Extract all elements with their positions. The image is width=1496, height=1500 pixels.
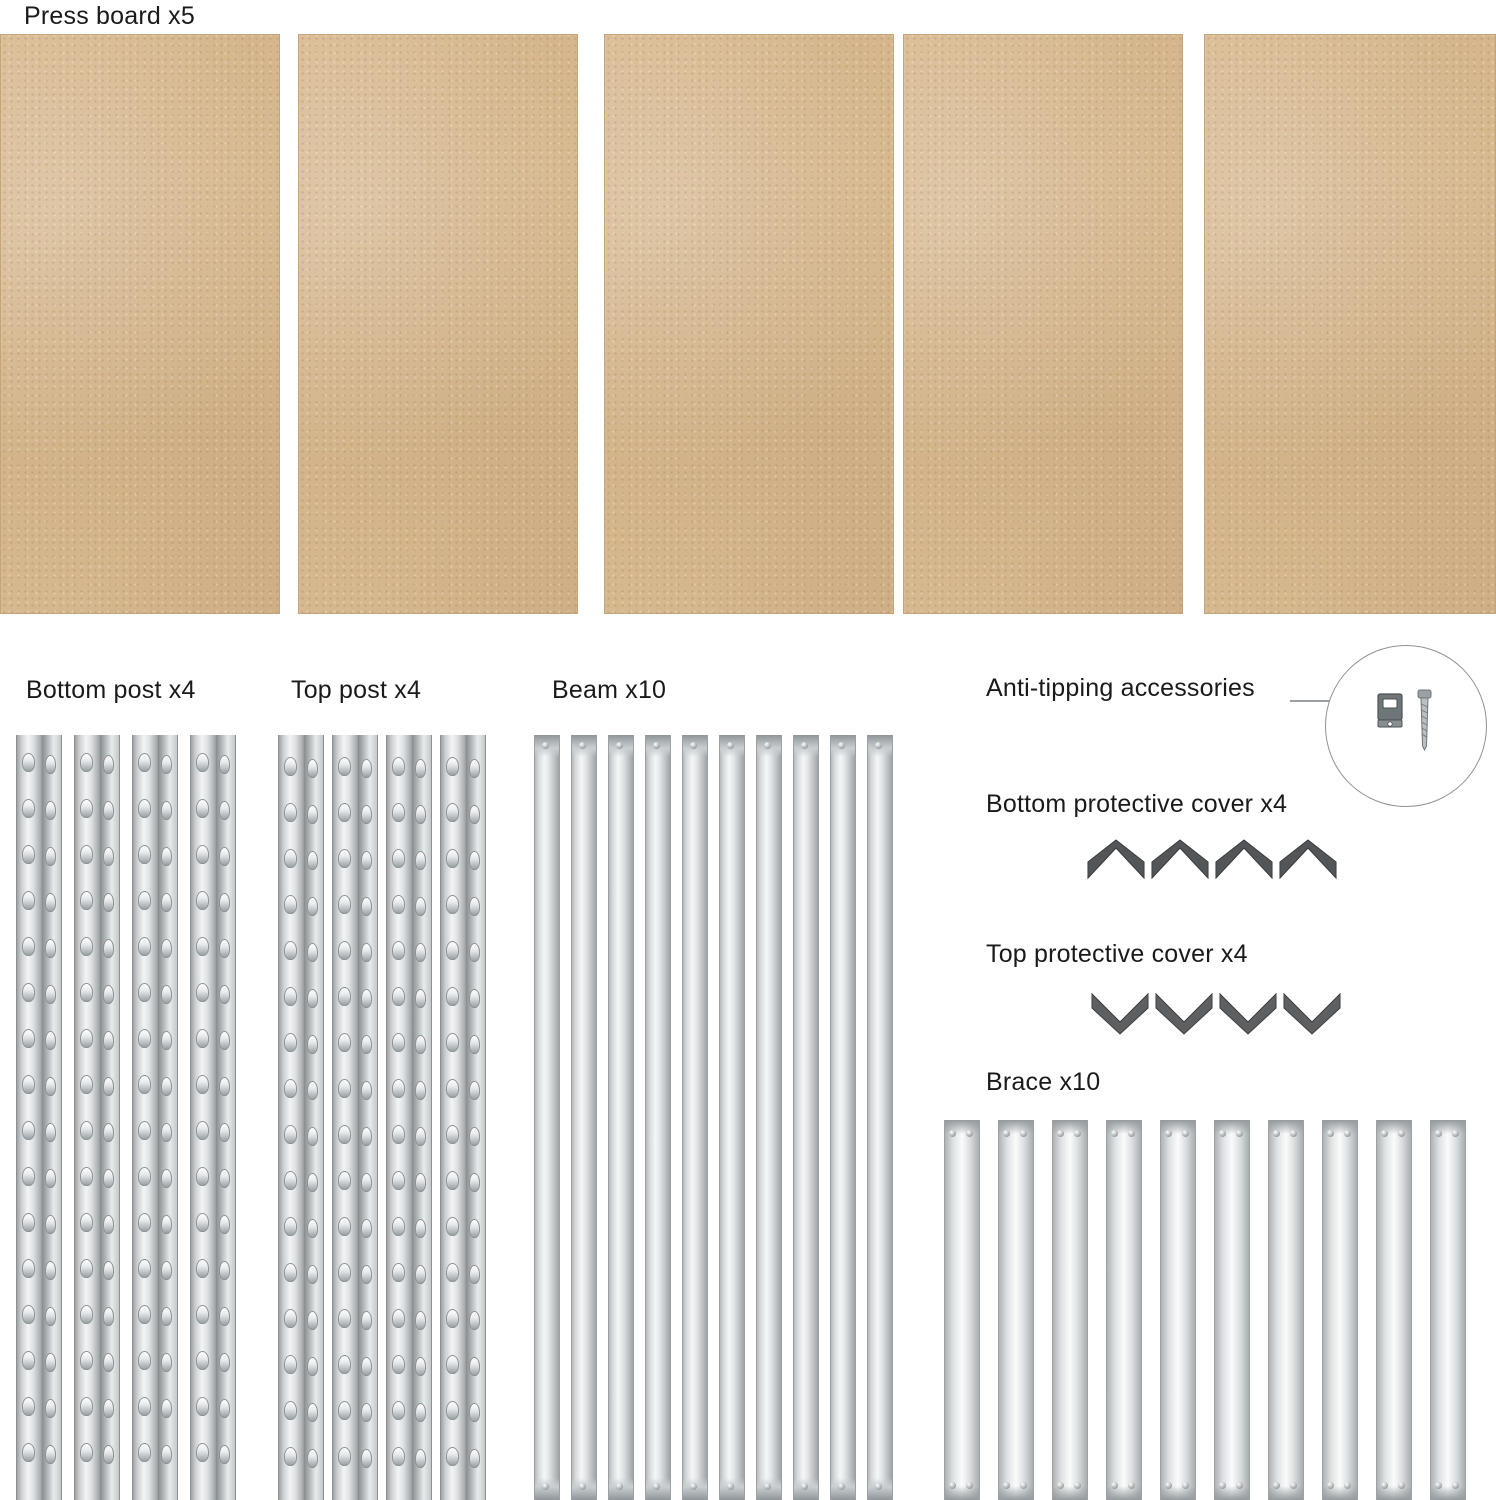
brace-rivet bbox=[949, 1482, 956, 1489]
post-face-front bbox=[74, 735, 102, 1500]
post-face-side bbox=[412, 735, 432, 1500]
cover-shape bbox=[1154, 988, 1216, 1036]
brace-rivet bbox=[966, 1482, 973, 1489]
beam-item bbox=[830, 735, 856, 1500]
bottom-post-label: Bottom post x4 bbox=[26, 676, 196, 704]
beam-item bbox=[534, 735, 560, 1500]
brace-item bbox=[1376, 1120, 1412, 1500]
beam-rivet bbox=[838, 742, 845, 749]
top-post-item bbox=[332, 735, 376, 1500]
bottom-protective-cover-item bbox=[1150, 838, 1212, 886]
brace-rivet bbox=[1452, 1482, 1459, 1489]
brace-rivet bbox=[1057, 1482, 1064, 1489]
beam-rivet bbox=[875, 1483, 882, 1490]
post-face-side bbox=[466, 735, 486, 1500]
beam-rivet bbox=[801, 742, 808, 749]
beam-rivet bbox=[764, 742, 771, 749]
top-post-item bbox=[278, 735, 322, 1500]
brace-item bbox=[1268, 1120, 1304, 1500]
leader-line bbox=[1290, 700, 1330, 702]
beam-item bbox=[608, 735, 634, 1500]
post-face-front bbox=[190, 735, 218, 1500]
brace-rivet bbox=[1344, 1130, 1351, 1137]
brace-rivet bbox=[1273, 1130, 1280, 1137]
anti-tipping-accessories-illustration bbox=[1325, 645, 1487, 807]
press-board-item bbox=[604, 34, 894, 614]
l-bracket-icon bbox=[1378, 694, 1402, 727]
top-protective-cover-item bbox=[1154, 988, 1216, 1036]
brace-rivet bbox=[1003, 1130, 1010, 1137]
beam-item bbox=[719, 735, 745, 1500]
cover-shape bbox=[1150, 838, 1212, 886]
bottom-protective-cover-item bbox=[1086, 838, 1148, 886]
press-board-item bbox=[298, 34, 578, 614]
press-board-group bbox=[0, 34, 1496, 614]
beam-rivet bbox=[579, 742, 586, 749]
post-face-side bbox=[42, 735, 62, 1500]
post-face-front bbox=[16, 735, 44, 1500]
anti-tipping-parts-svg bbox=[1326, 646, 1486, 806]
brace-rivet bbox=[1219, 1130, 1226, 1137]
bottom-protective-cover-group bbox=[1086, 838, 1346, 890]
bottom-cover-label: Bottom protective cover x4 bbox=[986, 790, 1288, 818]
press-board-item bbox=[0, 34, 280, 614]
beam-item bbox=[645, 735, 671, 1500]
beam-rivet bbox=[653, 1483, 660, 1490]
post-face-side bbox=[158, 735, 178, 1500]
cover-shape bbox=[1278, 838, 1340, 886]
brace-item bbox=[1106, 1120, 1142, 1500]
brace-rivet bbox=[1219, 1482, 1226, 1489]
bottom-protective-cover-item bbox=[1278, 838, 1340, 886]
press-board-item bbox=[903, 34, 1183, 614]
beam-rivet bbox=[690, 742, 697, 749]
bottom-post-item bbox=[190, 735, 234, 1500]
beam-item bbox=[756, 735, 782, 1500]
brace-item bbox=[944, 1120, 980, 1500]
brace-rivet bbox=[1165, 1130, 1172, 1137]
cover-shape bbox=[1086, 838, 1148, 886]
brace-rivet bbox=[949, 1130, 956, 1137]
brace-rivet bbox=[1381, 1130, 1388, 1137]
brace-rivet bbox=[1074, 1130, 1081, 1137]
post-face-side bbox=[100, 735, 120, 1500]
bottom-post-group bbox=[16, 735, 246, 1500]
beam-group bbox=[534, 735, 909, 1500]
top-post-label: Top post x4 bbox=[291, 676, 422, 704]
brace-rivet bbox=[1020, 1130, 1027, 1137]
beam-rivet bbox=[542, 742, 549, 749]
cover-shape bbox=[1090, 988, 1152, 1036]
beam-item bbox=[867, 735, 893, 1500]
brace-rivet bbox=[1435, 1482, 1442, 1489]
brace-group bbox=[944, 1120, 1484, 1500]
beam-label: Beam x10 bbox=[552, 676, 667, 704]
brace-rivet bbox=[1344, 1482, 1351, 1489]
beam-rivet bbox=[838, 1483, 845, 1490]
cover-shape bbox=[1214, 838, 1276, 886]
brace-rivet bbox=[1452, 1130, 1459, 1137]
brace-item bbox=[1430, 1120, 1466, 1500]
screw-icon bbox=[1418, 690, 1431, 750]
brace-rivet bbox=[1398, 1482, 1405, 1489]
brace-item bbox=[1322, 1120, 1358, 1500]
post-face-front bbox=[386, 735, 414, 1500]
beam-rivet bbox=[690, 1483, 697, 1490]
brace-rivet bbox=[1435, 1130, 1442, 1137]
brace-item bbox=[1052, 1120, 1088, 1500]
beam-rivet bbox=[875, 742, 882, 749]
brace-rivet bbox=[1273, 1482, 1280, 1489]
top-cover-label: Top protective cover x4 bbox=[986, 940, 1248, 968]
brace-item bbox=[1214, 1120, 1250, 1500]
beam-item bbox=[571, 735, 597, 1500]
beam-rivet bbox=[616, 1483, 623, 1490]
top-protective-cover-group bbox=[1090, 988, 1350, 1034]
top-protective-cover-item bbox=[1090, 988, 1152, 1036]
anti-tipping-label: Anti-tipping accessories bbox=[986, 674, 1255, 702]
brace-item bbox=[1160, 1120, 1196, 1500]
brace-item bbox=[998, 1120, 1034, 1500]
top-post-item bbox=[440, 735, 484, 1500]
brace-rivet bbox=[1074, 1482, 1081, 1489]
bottom-post-item bbox=[132, 735, 176, 1500]
beam-rivet bbox=[653, 742, 660, 749]
beam-rivet bbox=[727, 742, 734, 749]
beam-rivet bbox=[542, 1483, 549, 1490]
beam-rivet bbox=[579, 1483, 586, 1490]
post-face-front bbox=[278, 735, 306, 1500]
beam-rivet bbox=[801, 1483, 808, 1490]
bottom-post-item bbox=[16, 735, 60, 1500]
brace-rivet bbox=[1290, 1482, 1297, 1489]
beam-item bbox=[793, 735, 819, 1500]
beam-item bbox=[682, 735, 708, 1500]
brace-rivet bbox=[1128, 1130, 1135, 1137]
cover-shape bbox=[1282, 988, 1344, 1036]
beam-rivet bbox=[616, 742, 623, 749]
brace-rivet bbox=[1182, 1130, 1189, 1137]
post-face-front bbox=[332, 735, 360, 1500]
press-board-label: Press board x5 bbox=[24, 2, 195, 30]
post-face-side bbox=[304, 735, 324, 1500]
brace-rivet bbox=[1020, 1482, 1027, 1489]
brace-label: Brace x10 bbox=[986, 1068, 1101, 1096]
top-post-group bbox=[278, 735, 488, 1500]
brace-rivet bbox=[1182, 1482, 1189, 1489]
brace-rivet bbox=[1057, 1130, 1064, 1137]
brace-rivet bbox=[1165, 1482, 1172, 1489]
brace-rivet bbox=[966, 1130, 973, 1137]
brace-rivet bbox=[1236, 1482, 1243, 1489]
brace-rivet bbox=[1111, 1482, 1118, 1489]
bottom-post-item bbox=[74, 735, 118, 1500]
beam-rivet bbox=[727, 1483, 734, 1490]
beam-rivet bbox=[764, 1483, 771, 1490]
top-protective-cover-item bbox=[1282, 988, 1344, 1036]
cover-shape bbox=[1218, 988, 1280, 1036]
brace-rivet bbox=[1111, 1130, 1118, 1137]
top-protective-cover-item bbox=[1218, 988, 1280, 1036]
brace-rivet bbox=[1381, 1482, 1388, 1489]
brace-rivet bbox=[1327, 1130, 1334, 1137]
post-face-front bbox=[132, 735, 160, 1500]
post-face-side bbox=[358, 735, 378, 1500]
post-face-side bbox=[216, 735, 236, 1500]
brace-rivet bbox=[1290, 1130, 1297, 1137]
brace-rivet bbox=[1003, 1482, 1010, 1489]
brace-rivet bbox=[1398, 1130, 1405, 1137]
brace-rivet bbox=[1128, 1482, 1135, 1489]
brace-rivet bbox=[1236, 1130, 1243, 1137]
top-post-item bbox=[386, 735, 430, 1500]
press-board-item bbox=[1204, 34, 1496, 614]
post-face-front bbox=[440, 735, 468, 1500]
brace-rivet bbox=[1327, 1482, 1334, 1489]
bottom-protective-cover-item bbox=[1214, 838, 1276, 886]
